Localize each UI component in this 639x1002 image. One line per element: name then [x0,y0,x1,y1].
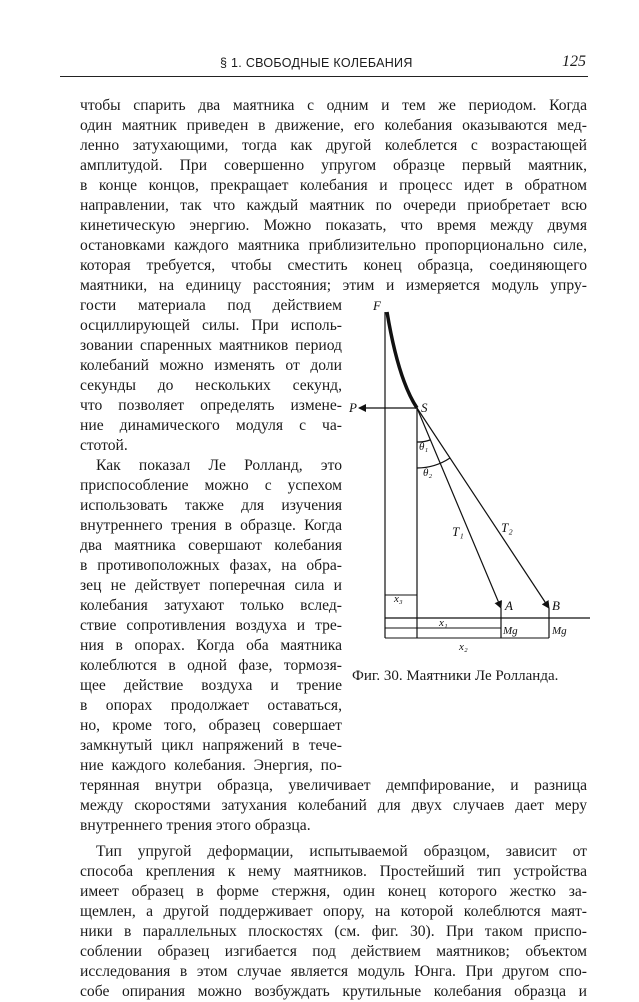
label-s: S [421,400,428,415]
bent-specimen [387,312,417,408]
label-x2: x₂ [459,641,468,653]
label-x1: x₁ [439,617,448,629]
text-line: щее действие воздуха и трение [80,677,342,694]
text-line: зовании спаренных маятников период [80,337,342,354]
label-f: F [373,298,381,313]
label-t2: T₂ [501,520,513,535]
label-x3: x₃ [394,593,403,605]
text-line: способа крепления к нему маятников. Простейший тип устройства [80,863,587,880]
text-line: приспособление можно с успехом [80,477,342,494]
label-a: A [505,598,513,613]
text-line: зец не действует поперечная сила и [80,577,342,594]
text-line: внутреннего трения в образце. Когда [80,517,342,534]
text-line: направлении, так что каждый маятник по очереди приобретает всю [80,197,587,214]
text-line: амплитудой. При совершенно упругом образце первый маятник, [80,157,587,174]
text-line: использовать также для изучения [80,497,342,514]
text-line: ствие сопротивления воздуха и тре- [80,617,342,634]
label-mg-a: Mg [503,625,518,637]
label-mg-b: Mg [552,625,567,637]
running-header [60,52,588,77]
text-line: имеет образец в форме стержня, один конец которого жестко за- [80,883,587,900]
text-line: щемлен, а другой поддерживает опору, на которой колеблются маят- [80,903,587,920]
text-line: внутреннего трения этого образца. [80,817,311,834]
text-line: ленно затухающими, тогда как другой колеблется с возрастающей [80,137,587,154]
text-line: остановками каждого маятника приблизительно пропорционально силе, [80,237,587,254]
section-title: § 1. СВОБОДНЫЕ КОЛЕБАНИЯ [220,56,413,70]
label-theta2: θ₂ [423,467,433,479]
text-line: стотой. [80,437,128,454]
text-line: колебания затухают только вслед- [80,597,342,614]
figure-caption: Фиг. 30. Маятники Ле Ролланда. [352,668,559,684]
text-line: чтобы спарить два маятника с одним и тем же периодом. Когда [80,97,587,114]
text-line: ники в параллельных плоскостях (см. фиг. 30). При таком приспо- [80,923,587,940]
text-line: терянная внутри образца, увеличивает демпфирование, и разница [80,777,587,794]
text-line: гости материала под действием [80,297,342,314]
text-line: ние каждого колебания. Энергия, по- [80,757,342,774]
label-p: P [349,400,357,415]
label-b: B [552,598,560,613]
text-line: замкнутый цикл напряжений в тече- [80,737,342,754]
tension-t2-line [417,408,549,608]
text-line: Как показал Ле Ролланд, это [96,457,342,474]
text-line: кинетическую энергию. Можно показать, что время между двумя [80,217,587,234]
text-line: колеблются в одной фазе, тормозя- [80,657,342,674]
text-line: в опорах продолжает оставаться, [80,697,342,714]
text-line: два маятника совершают колебания [80,537,342,554]
text-line: один маятник приведен в движение, его колебания оказываются мед- [80,117,587,134]
text-line: маятники, на единицу расстояния; этим и измеряется модуль упру- [80,277,587,294]
text-line: но, кроме того, образец совершает [80,717,342,734]
label-t1: T₁ [452,524,464,539]
text-line: секунды до нескольких секунд, [80,377,342,394]
text-line: исследования в этом случае является модуль Юнга. При другом спо- [80,963,587,980]
label-theta1: θ₁ [419,441,429,453]
page-number: 125 [562,53,586,70]
text-line: ние динамического модуля с ча- [80,417,342,434]
text-line: в противоположных фазах, на обра- [80,557,342,574]
pendulum-diagram [345,290,595,660]
text-line: между скоростями затухания колебаний для двух случаев дает меру [80,797,587,814]
text-line: в конце концов, прекращает колебания и процесс идет в обратном [80,177,587,194]
text-line: что позволяет определять измене- [80,397,342,414]
text-line: колебаний можно изменять от доли [80,357,342,374]
text-line: ния в опорах. Когда оба маятника [80,637,342,654]
text-line: соблении образец изгибается под действием маятников; объектом [80,943,587,960]
text-line: которая требуется, чтобы сместить конец образца, соединяющего [80,257,587,274]
text-line: осциллирующей силы. При исполь- [80,317,342,334]
text-line: собе опирания можно возбуждать крутильные колебания образца и [80,983,587,1000]
tension-t1-line [417,408,501,608]
angle-theta2-arc [417,458,450,468]
text-line: Тип упругой деформации, испытываемой образцом, зависит от [96,843,587,860]
